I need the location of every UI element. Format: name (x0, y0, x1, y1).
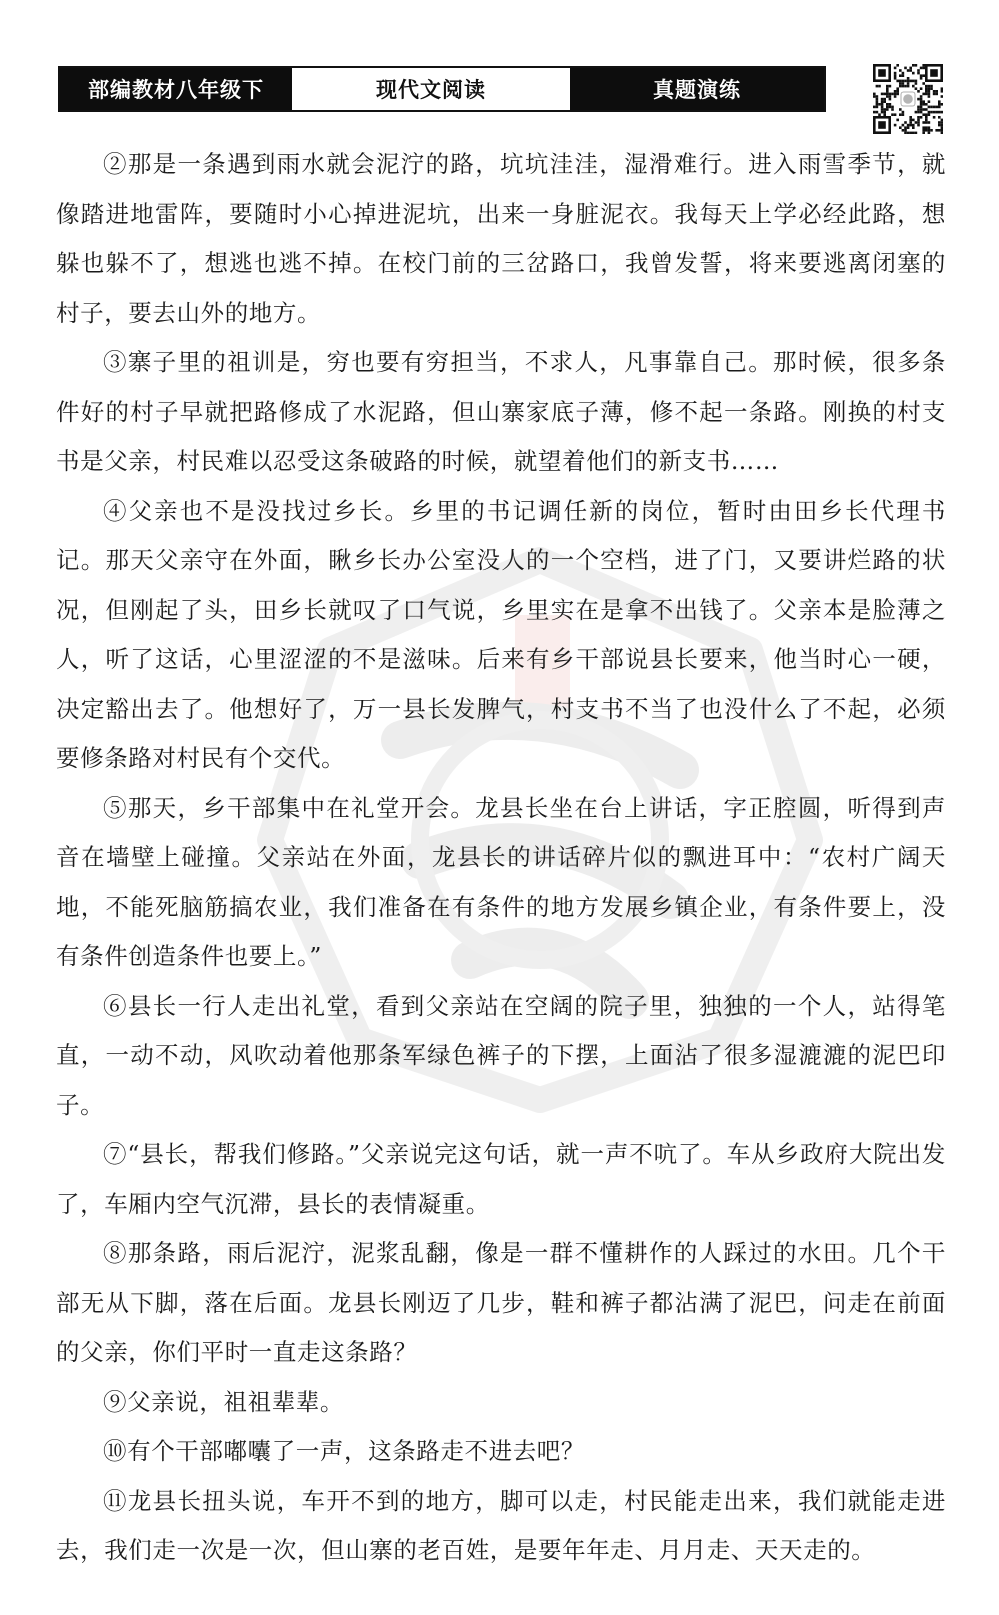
article-paragraph: ④父亲也不是没找过乡长。乡里的书记调任新的岗位，暂时由田乡长代理书记。那天父亲守在外面，瞅乡长办公室没人的一个空档，进了门，又要讲烂路的状况，但刚起了头，田乡长就叹了口气说，乡里实在是拿不出钱了。父亲本是脸薄之人，听了这话，心里涩涩的不是滋味。后来有乡干部说县长要来，他当时心一硬，决定豁出去了。他想好了，万一县长发脾气，村支书不当了也没什么了不起，必须要修条路对村民有个交代。 (56, 496, 946, 772)
qr-code-icon[interactable] (873, 64, 943, 134)
article-paragraph: ⑥县长一行人走出礼堂，看到父亲站在空阔的院子里，独独的一个人，站得笔直，一动不动，风吹动着他那条军绿色裤子的下摆，上面沾了很多湿漉漉的泥巴印子。 (56, 991, 946, 1119)
page-header (58, 66, 826, 112)
article-body (56, 140, 946, 1576)
header-section-label: 现代文阅读 (292, 68, 570, 110)
article-paragraph: ⑤那天，乡干部集中在礼堂开会。龙县长坐在台上讲话，字正腔圆，听得到声音在墙壁上碰撞。父亲站在外面，龙县长的讲话碎片似的飘进耳中：“农村广阔天地，不能死脑筋搞农业，我们准备在有条件的地方发展乡镇企业，有条件要上，没有条件创造条件也要上。” (56, 793, 946, 970)
header-practice-label: 真题演练 (570, 68, 824, 110)
article-paragraph: ⑦“县长，帮我们修路。”父亲说完这句话，就一声不吭了。车从乡政府大院出发了，车厢内空气沉滞，县长的表情凝重。 (56, 1140, 946, 1218)
article-paragraph: ③寨子里的祖训是，穷也要有穷担当，不求人，凡事靠自己。那时候，很多条件好的村子早就把路修成了水泥路，但山寨家底子薄，修不起一条路。刚换的村支书是父亲，村民难以忍受这条破路的时候，就望着他们的新支书…… (56, 348, 946, 475)
article-paragraph: ⑩有个干部嘟囔了一声，这条路走不进去吧？ (103, 1437, 585, 1465)
article-paragraph: ②那是一条遇到雨水就会泥泞的路，坑坑洼洼，湿滑难行。进入雨雪季节，就像踏进地雷阵，要随时小心掉进泥坑，出来一身脏泥衣。我每天上学必经此路，想躲也躲不了，想逃也逃不掉。在校门前的三岔路口，我曾发誓，将来要逃离闭塞的村子，要去山外的地方。 (56, 150, 946, 327)
article-paragraph: ⑪龙县长扭头说，车开不到的地方，脚可以走，村民能走出来，我们就能走进去，我们走一次是一次，但山寨的老百姓，是要年年走、月月走、天天走的。 (56, 1486, 946, 1564)
article-paragraph: ⑧那条路，雨后泥泞，泥浆乱翻，像是一群不懂耕作的人踩过的水田。几个干部无从下脚，落在后面。龙县长刚迈了几步，鞋和裤子都沾满了泥巴，问走在前面的父亲，你们平时一直走这条路？ (56, 1239, 946, 1366)
header-grade-label: 部编教材八年级下 (60, 68, 292, 110)
article-paragraph: ⑨父亲说，祖祖辈辈。 (103, 1387, 344, 1416)
